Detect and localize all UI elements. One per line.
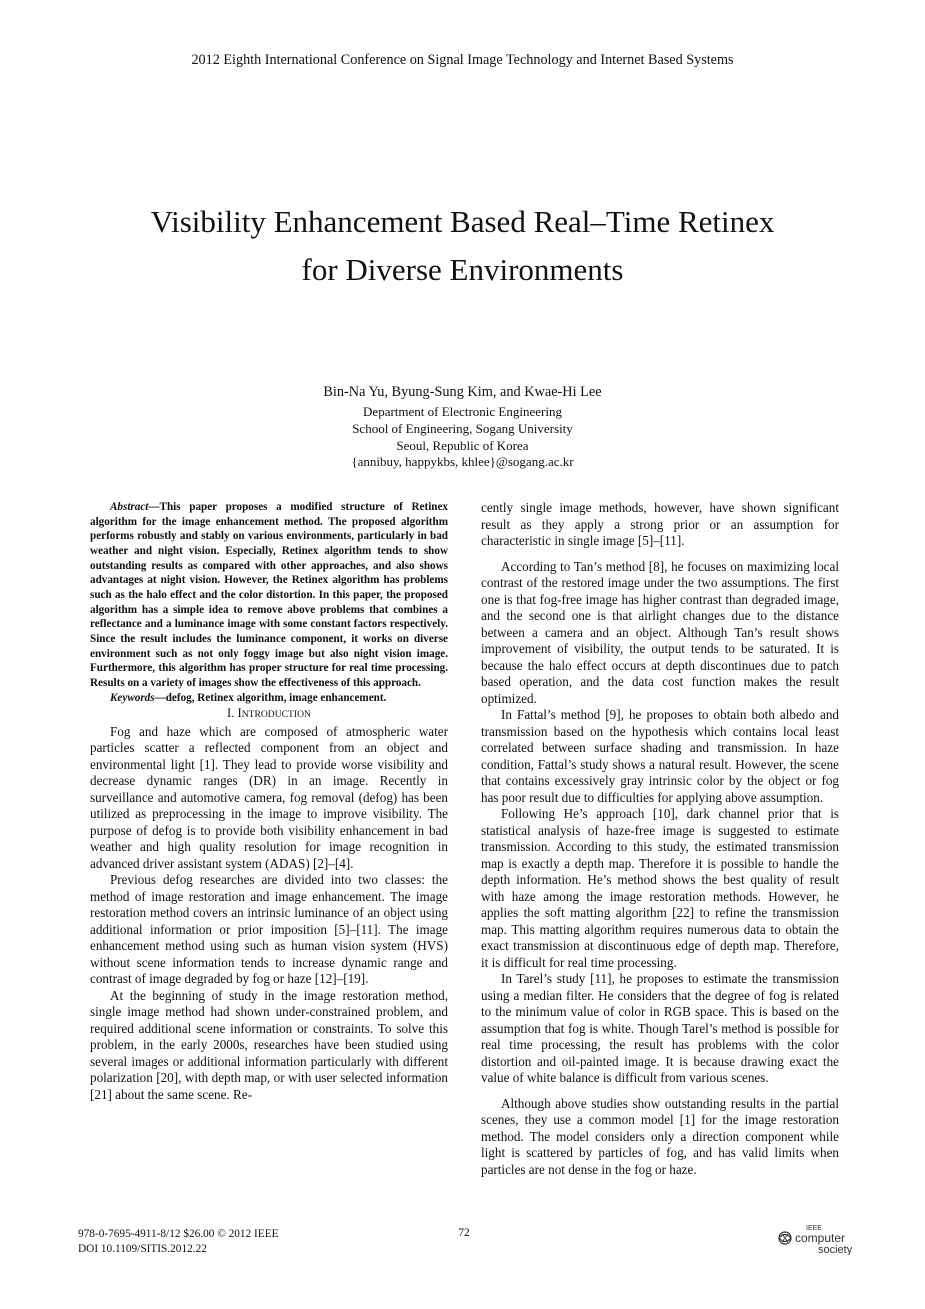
paragraph-left-2: Previous defog researches are divided into two classes: the method of image restoration and image enhancement. The image restoration method covers an intrinsic luminance of an object using additional information or prior imposition [5]–[11]. The image enhancement method using such as human vision system (HVS) without scene information tends to increase dynamic range and contrast of image degraded by fog or haze [12]–[19]. xyxy=(90,872,448,987)
abstract xyxy=(90,500,448,691)
paragraph-right-4: Following He’s approach [10], dark channel prior that is statistical analysis of haze-free image is suggested to estimate transmission. According to this study, the estimated transmission map is exactly a depth map. Therefore it is possible to handle the depth information. He’s method shows the best quality of result with haze among the image restoration methods. However, he applies the soft matting algorithm [22] to refine the transmission map. This matting algorithm requires numerous data to obtain the exact transmission at discontinuous edge of depth map. Therefore, it is difficult for real time processing. xyxy=(481,806,839,970)
logo-text-ieee: IEEE xyxy=(806,1225,822,1232)
abstract-label: Abstract xyxy=(110,501,149,513)
affiliation-emails: {annibuy, happykbs, khlee}@sogang.ac.kr xyxy=(351,454,574,470)
footer-publication-info xyxy=(78,1227,279,1257)
section-heading xyxy=(90,705,448,724)
title-line-2: for Diverse Environments xyxy=(301,252,624,287)
keywords-text: —defog, Retinex algorithm, image enhancement. xyxy=(154,691,387,704)
logo-swirl-icon xyxy=(779,1232,791,1244)
abstract-text: —This paper proposes a modified structure of Retinex algorithm for the image enhancement method. The proposed algorithm performs robustly and stably on various environments, particularly in bad weather and night vision. Especially, Retinex algorithm tends to show outstanding results as compared with other approaches, and also shows advantages at night vision. However, the Retinex algorithm has problems such as the halo effect and the color distortion. In this paper, the proposed algorithm has a simple idea to remove above problems that combines a reflectance and a luminance image with some constant factors respectively. Since the result includes the luminance component, it works on diverse environment such as not only foggy image but also night vision image. Furthermore, this algorithm has proper structure for real time processing. Results on a variety of images show the effectiveness of this approach. xyxy=(90,501,448,689)
logo-text-society: society xyxy=(818,1244,853,1255)
footer-isbn: 978-0-7695-4911-8/12 $26.00 © 2012 IEEE xyxy=(78,1228,279,1240)
keywords xyxy=(90,691,448,706)
ieee-computer-society-logo xyxy=(776,1223,866,1255)
conference-header: 2012 Eighth International Conference on Signal Image Technology and Internet Based Systems xyxy=(191,52,734,68)
section-numeral: I. I xyxy=(227,706,242,721)
paragraph-right-2: According to Tan’s method [8], he focuses on maximizing local contrast of the restored image under the two assumptions. The first one is that fog-free image has higher contrast than degraded image, and the second one is that airlight changes due to the distance between a camera and an object. Although Tan’s result shows improvement of visibility, the output tends to be saturated. It is because the halo effect occurs at depth discontinues due to patch based operation, and the data cost function makes the result optimized. xyxy=(481,558,839,706)
authors: Bin-Na Yu, Byung-Sung Kim, and Kwae-Hi Lee xyxy=(323,384,602,400)
paragraph-right-1: cently single image methods, however, have shown significant result as they apply a strong prior or an assumption for characteristic in single image [5]–[11]. xyxy=(481,500,839,548)
logo-graphic xyxy=(776,1223,866,1255)
right-column xyxy=(481,500,839,1178)
affiliation xyxy=(0,404,925,471)
paragraph-gap xyxy=(481,550,839,559)
paragraph-left-1: Fog and haze which are composed of atmospheric water particles scatter a reflected component from an object and environmental light [1]. They lead to provide worse visibility and decrease dynamic ranges (DR) in an image. Recently in surveillance and automotive camera, fog removal (defog) has been utilized as preprocessing in the image to improve visibility. The purpose of defog is to provide both visibility enhancement in bad weather and high quality resolution for image recognition in advanced driver assistant system (ADAS) [2]–[4]. xyxy=(90,723,448,871)
left-column xyxy=(90,500,448,1103)
paragraph-right-6: Although above studies show outstanding results in the partial scenes, they use a common model [1] for the image restoration method. The model considers only a direction component while light is scattered by particles of fog, and has valid limits when particles are not dense in the fog or haze. xyxy=(481,1095,839,1177)
paragraph-gap xyxy=(481,1087,839,1096)
paper-title xyxy=(60,198,865,294)
paragraph-right-3: In Fattal’s method [9], he proposes to obtain both albedo and transmission based on the hypothesis which contains local least correlated between surface shading and transmission. In haze condition, Fattal’s study shows a natural result. However, the scene that contains excessively gray intrinsic color by the object or fog has poor result due to difficulties for applying above assumption. xyxy=(481,707,839,805)
paragraph-left-3: At the beginning of study in the image restoration method, single image method had shown under-constrained problem, and required additional scene information or constraints. To solve this problem, in the early 2000s, researches have been studied using several images or additional information particularly with different polarization [20], with depth map, or with user selected information [21] about the same scene. Re- xyxy=(90,987,448,1102)
affiliation-location: Seoul, Republic of Korea xyxy=(396,437,529,453)
title-line-1: Visibility Enhancement Based Real–Time Retinex xyxy=(150,204,775,239)
section-heading-rest: NTRODUCTION xyxy=(241,709,311,721)
affiliation-department: Department of Electronic Engineering xyxy=(363,404,562,419)
logo-text-computer: computer xyxy=(795,1231,846,1245)
paragraph-right-5: In Tarel’s study [11], he proposes to estimate the transmission using a median filter. He considers that the degree of fog is related to the minimum value of color in RGB space. This is based on the assumption that fog is white. Though Tarel’s method is possible for real time processing, the result has problems with the color distortion and oil-painted image. It is because drawing exact the value of white balance is difficult from various scenes. xyxy=(481,971,839,1085)
keywords-label: Keywords xyxy=(110,691,155,704)
footer-doi: DOI 10.1109/SITIS.2012.22 xyxy=(78,1243,207,1255)
affiliation-school: School of Engineering, Sogang University xyxy=(352,420,573,436)
page-number: 72 xyxy=(458,1227,470,1239)
